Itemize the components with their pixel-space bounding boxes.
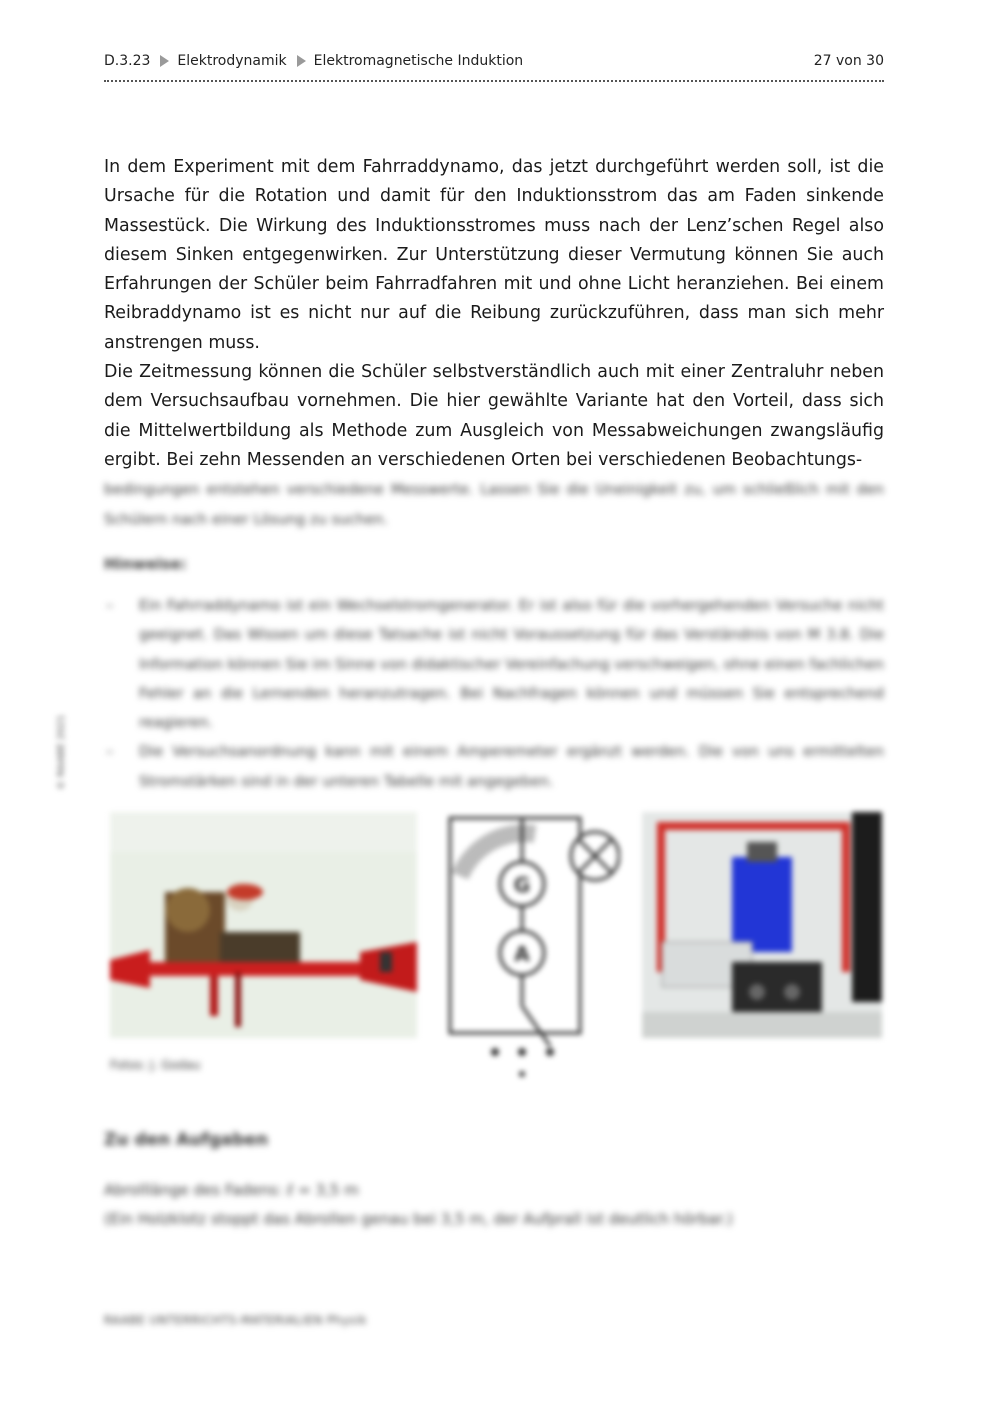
thread-note-line: (Ein Holzklotz stoppt das Abrollen genau bei 3,5 m, der Aufprall ist deutlich hörbar.) — [104, 1210, 733, 1228]
paragraph-continuation: bedingungen entstehen verschiedene Messwerte. Lassen Sie die Uneinigkeit zu, um schließlich mit den Schülern nach einer Lösung zu suchen. — [104, 482, 884, 528]
bullet-dash-icon: – — [106, 744, 114, 761]
running-header — [104, 50, 884, 72]
photo-measurement-setup — [642, 812, 882, 1038]
switch-symbol — [522, 1006, 550, 1046]
chapter-name: Elektrodynamik — [177, 53, 287, 69]
list-item — [104, 592, 884, 738]
triangle-right-icon — [297, 55, 306, 67]
hints-heading: Hinweise: — [104, 555, 187, 573]
hint-text: Ein Fahrraddynamo ist ein Wechselstromgenerator. Er ist also für die vorhergehenden Versuche nicht geeignet. Das Wissen um diese Tatsache ist nicht Voraussetzung für das Verständnis von M 3.8. Die Information können Sie im Sinne von didaktischer Vereinfachung verschweigen, ohne einen fachlichen Fehler an die Lernenden heranzutragen. Bei Nachfragen können und müssen Sie entsprechend reagieren. — [139, 598, 884, 732]
ammeter-label: A — [514, 942, 530, 966]
topic-name: Elektromagnetische Induktion — [313, 53, 524, 69]
hints-list — [104, 592, 884, 797]
bullet-dash-icon: – — [106, 598, 114, 614]
body-text — [104, 153, 884, 475]
copyright-note: © RAABE 2021 — [56, 714, 67, 790]
page-footer: RAABE UNTERRICHTS-MATERIALIEN Physik — [104, 1313, 367, 1327]
hint-text: Die Versuchsanordnung kann mit einem Amperemeter ergänzt werden. Die von uns ermittelten Stromstärken sind in der unteren Tabelle mit angegeben. — [139, 744, 884, 790]
circuit-diagram — [440, 806, 620, 1082]
generator-label: G — [513, 873, 531, 897]
thread-length-line: Abrolllänge des Fadens: ℓ = 3,5 m — [104, 1181, 359, 1199]
paragraph-time-measurement: Die Zeitmessung können die Schüler selbstverständlich auch mit einer Zentraluhr neben dem Versuchsaufbau vornehmen. Die hier gewählte Variante hat den Vorteil, dass sich die Mittelwertbildung als Methode zum Ausgleich von Messabweichungen zwangsläufig ergibt. Bei zehn Messenden an verschiedenen Orten bei verschiedenen Beobachtungs- — [104, 362, 884, 470]
tasks-text — [104, 1176, 884, 1234]
list-item — [104, 738, 884, 797]
dynamo-photo-illustration — [110, 812, 417, 1038]
section-number: D.3.23 — [104, 53, 151, 69]
setup-photo-illustration — [642, 812, 882, 1038]
page-number: 27 von 30 — [813, 53, 884, 69]
triangle-right-icon — [160, 55, 169, 67]
tasks-heading: Zu den Aufgaben — [104, 1130, 269, 1150]
photo-dynamo-setup — [110, 812, 417, 1038]
header-divider — [104, 80, 884, 82]
breadcrumb — [104, 53, 523, 69]
paragraph-dynamo: In dem Experiment mit dem Fahrraddynamo, das jetzt durchgeführt werden soll, ist die Ursache für die Rotation und damit für den Induktionsstrom das am Faden sinkende Massestück. Die Wirkung des Induktionsstromes muss nach der Lenz’schen Regel also diesem Sinken entgegenwirken. Zur Unterstützung dieser Vermutung können Sie auch Erfahrungen der Schüler beim Fahrradfahren mit und ohne Licht heranziehen. Bei einem Reibraddynamo ist es nicht nur auf die Reibung zurückzuführen, dass man sich mehr anstrengen muss. — [104, 157, 884, 353]
photo-credit: Fotos: J. Godau — [110, 1058, 201, 1072]
